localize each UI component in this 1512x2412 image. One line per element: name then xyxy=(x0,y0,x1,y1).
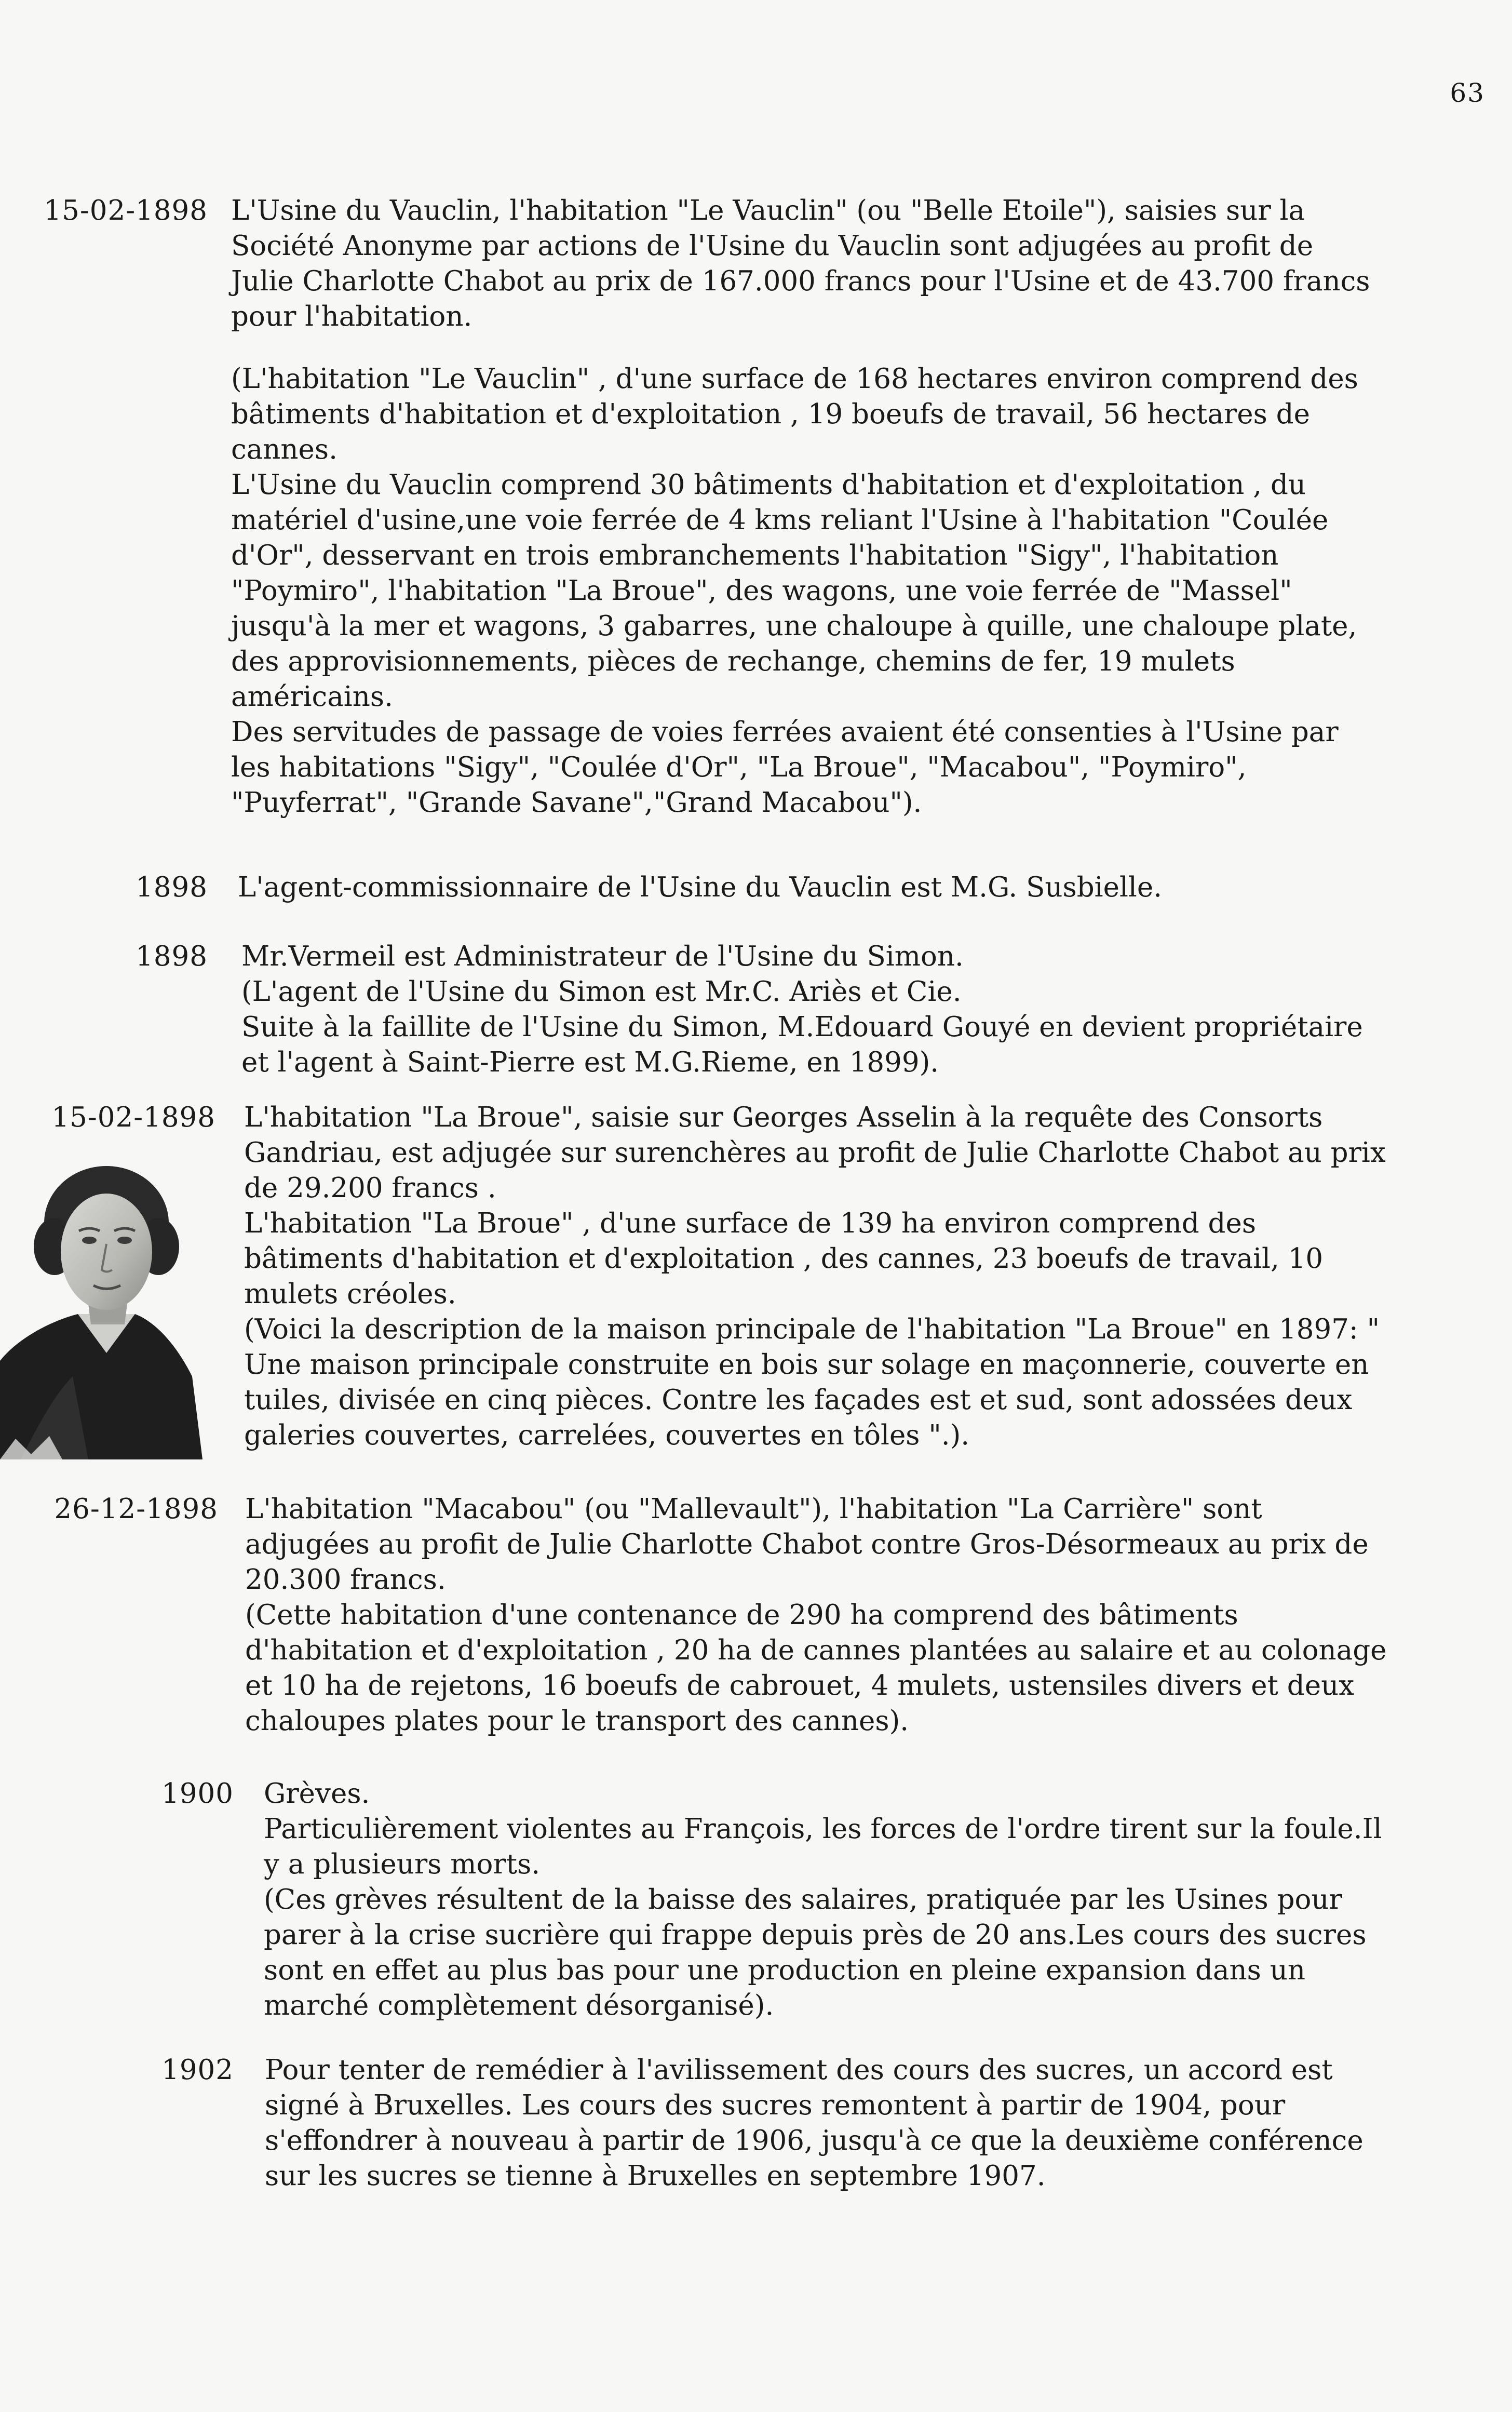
paragraph: (L'habitation "Le Vauclin" , d'une surface de 168 hectares environ comprend des bâtiments d'habitation et d'exploitation , 19 boeufs de travail, 56 hectares de cannes. xyxy=(231,363,1358,465)
paragraph: (L'agent de l'Usine du Simon est Mr.C. Ariès et Cie. xyxy=(241,976,962,1008)
entry-date: 1898 xyxy=(136,941,208,972)
entry-date: 15-02-1898 xyxy=(51,1102,215,1133)
paragraph: Mr.Vermeil est Administrateur de l'Usine du Simon. xyxy=(241,941,964,972)
entry-date: 1902 xyxy=(161,2054,234,2086)
entry-text xyxy=(238,870,1388,905)
paragraph: L'habitation "La Broue", saisie sur Georges Asselin à la requête des Consorts Gandriau, est adjugée sur surenchères au profit de Julie Charlotte Chabot au prix de 29.200 francs . xyxy=(244,1102,1386,1204)
paragraph: Particulièrement violentes au François, les forces de l'ordre tirent sur la foule.Il y a plusieurs morts. xyxy=(264,1813,1382,1880)
paragraph: Pour tenter de remédier à l'avilissement des cours des sucres, un accord est signé à Bruxelles. Les cours des sucres remontent à partir de 1904, pour s'effondrer à nouveau à partir de 1906, jusqu'à ce que la deuxième conférence sur les sucres se tienne à Bruxelles en septembre 1907. xyxy=(265,2054,1364,2192)
page-number: 63 xyxy=(1450,78,1485,108)
paragraph: L'habitation "La Broue" , d'une surface de 139 ha environ comprend des bâtiments d'habitation et d'exploitation , des cannes, 23 boeufs de travail, 10 mulets créoles. xyxy=(244,1208,1324,1310)
entry-text xyxy=(265,2053,1407,2194)
paragraph: L'Usine du Vauclin, l'habitation "Le Vauclin" (ou "Belle Etoile"), saisies sur la Société Anonyme par actions de l'Usine du Vauclin sont adjugées au profit de Julie Charlotte Chabot au prix de 167.000 francs pour l'Usine et de 43.700 francs pour l'habitation. xyxy=(231,195,1370,332)
paragraph: (Cette habitation d'une contenance de 290 ha comprend des bâtiments d'habitation et d'exploitation , 20 ha de cannes plantées au salaire et au colonage et 10 ha de rejetons, 16 boeufs de cabrouet, 4 mulets, ustensiles divers et deux chaloupes plates pour le transport des cannes). xyxy=(245,1599,1387,1737)
entry-date: 1898 xyxy=(136,872,208,903)
paragraph: Grèves. xyxy=(264,1778,370,1810)
entry-text xyxy=(245,1492,1395,1739)
entry-text xyxy=(244,1100,1394,1453)
entry-date: 15-02-1898 xyxy=(44,195,208,226)
paragraph: L'agent-commissionnaire de l'Usine du Vauclin est M.G. Susbielle. xyxy=(238,872,1163,903)
paragraph: Des servitudes de passage de voies ferrées avaient été consenties à l'Usine par les habitations "Sigy", "Coulée d'Or", "La Broue", "Macabou", "Poymiro", "Puyferrat", "Grande Savane","Grand Macabou"). xyxy=(231,716,1339,819)
entry-text xyxy=(231,193,1381,821)
entry-date: 26-12-1898 xyxy=(54,1493,218,1525)
paragraph: (Ces grèves résultent de la baisse des salaires, pratiquée par les Usines pour parer à la crise sucrière qui frappe depuis près de 20 ans.Les cours des sucres sont en effet au plus bas pour une production en pleine expansion dans un marché complètement désorganisé). xyxy=(264,1884,1367,2021)
portrait-photo xyxy=(0,1148,213,1459)
entry-text xyxy=(241,939,1389,1080)
paragraph: L'Usine du Vauclin comprend 30 bâtiments d'habitation et d'exploitation , du matériel d'usine,une voie ferrée de 4 kms reliant l'Usine à l'habitation "Coulée d'Or", desservant en trois embranchements l'habitation "Sigy", l'habitation "Poymiro", l'habitation "La Broue", des wagons, une voie ferrée de "Massel" jusqu'à la mer et wagons, 3 gabarres, une chaloupe à quille, une chaloupe plate, des approvisionnements, pièces de rechange, chemins de fer, 19 mulets américains. xyxy=(231,469,1357,713)
paragraph: L'habitation "Macabou" (ou "Mallevault"), l'habitation "La Carrière" sont adjugées au profit de Julie Charlotte Chabot contre Gros-Désormeaux au prix de 20.300 francs. xyxy=(245,1493,1369,1596)
paragraph: Suite à la faillite de l'Usine du Simon, M.Edouard Gouyé en devient propriétaire et l'agent à Saint-Pierre est M.G.Rieme, en 1899). xyxy=(241,1011,1363,1078)
paragraph: (Voici la description de la maison principale de l'habitation "La Broue" en 1897: " Une maison principale construite en bois sur solage en maçonnerie, couverte en tuiles, divisée en cinq pièces. Contre les façades est et sud, sont adossées deux galeries couvertes, carrelées, couvertes en tôles ".). xyxy=(244,1314,1380,1451)
entry-date: 1900 xyxy=(161,1778,234,1810)
entry-text xyxy=(264,1776,1406,2024)
